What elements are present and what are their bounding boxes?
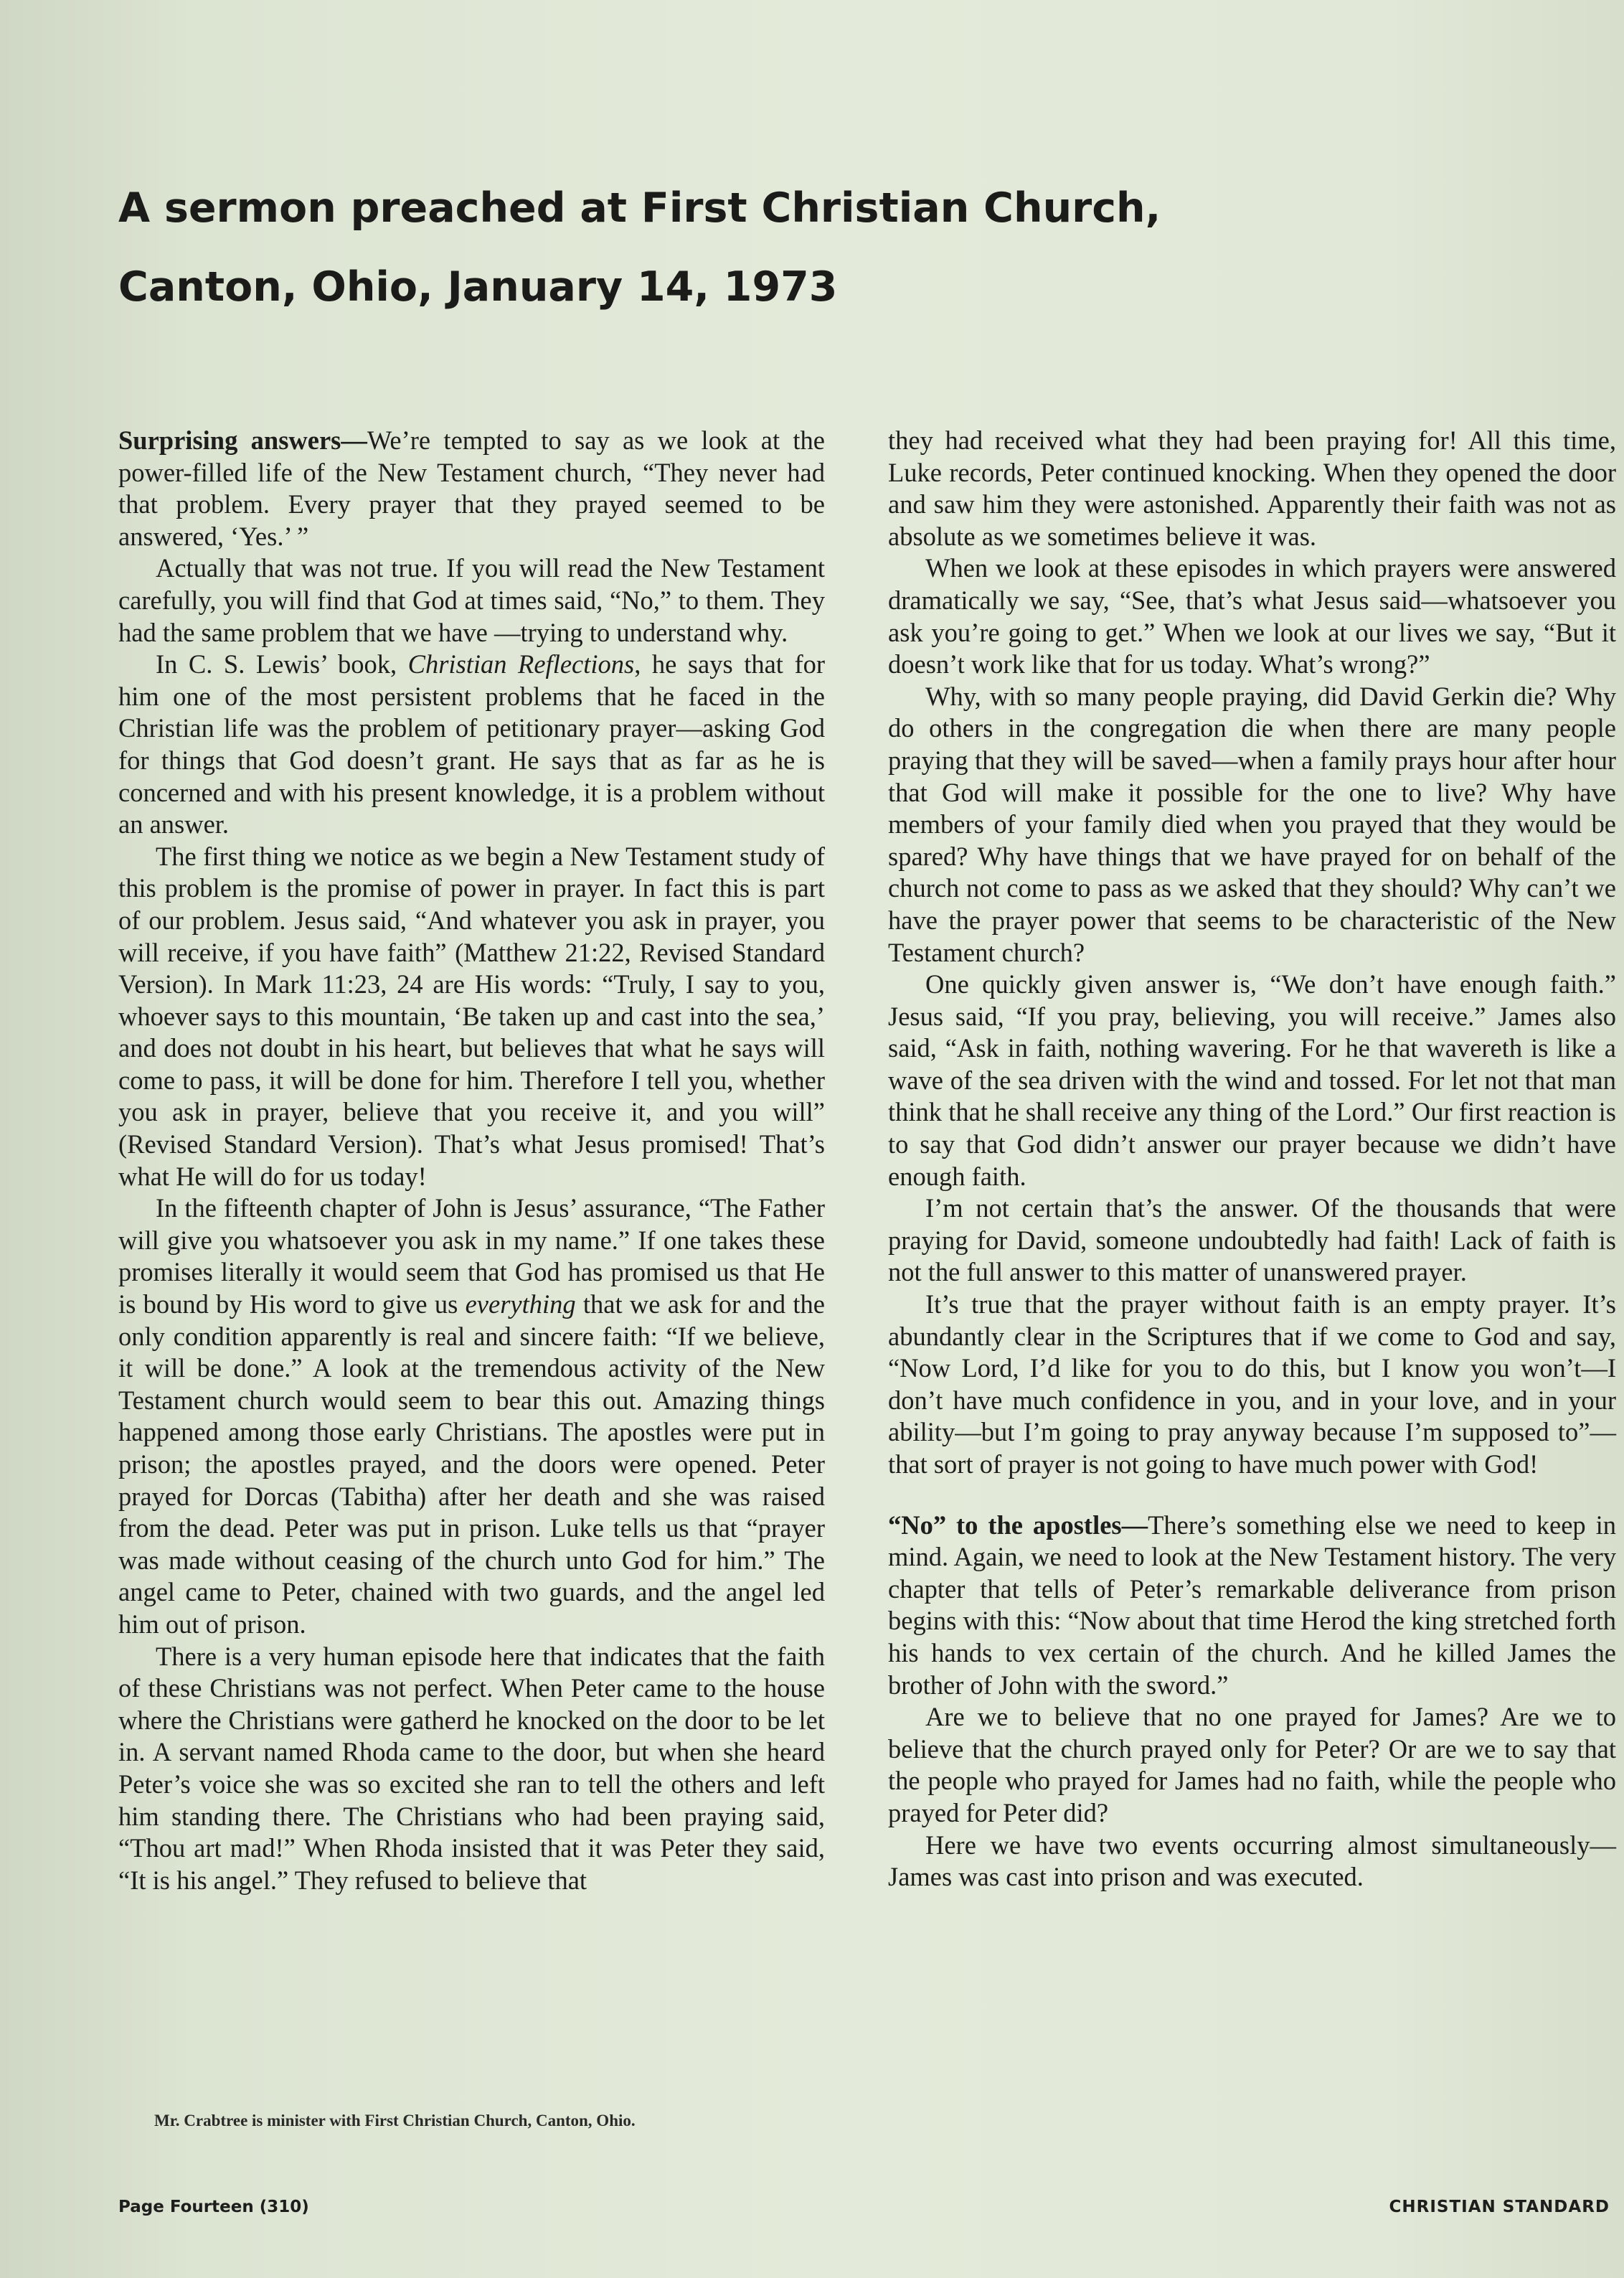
paragraph: There is a very human episode here that indicates that the faith of these Christians was not perfect. When Peter came to the house where the Christians were gatherd he knocked on the door to be let in. A servant named Rhoda came to the door, but when she heard Peter’s voice she was so excited she ran to tell the others and left him standing there. The Christians who had been praying said, “Thou art mad!” When Rhoda insisted that it was Peter they said, “It is his angel.” They refused to believe that — [118, 1641, 825, 1895]
paragraph-text: We’re tempted to say as we look at the power-filled life of the New Testament church, “They never had that problem. Every prayer that they prayed seemed to be answered, ‘Yes.’ ” — [118, 425, 825, 551]
title-line-2: Canton, Ohio, January 14, 1973 — [118, 263, 838, 311]
paragraph — [888, 1510, 1616, 1702]
paragraph: The first thing we notice as we begin a New Testament study of this problem is the promise of power in prayer. In fact this is part of our problem. Jesus said, “And whatever you ask in prayer, you will receive, if you have faith” (Matthew 21:22, Revised Standard Version). In Mark 11:23, 24 are His words: “Truly, I say to you, whoever says to this mountain, ‘Be taken up and cast into the sea,’ and does not doubt in his heart, but believes that what he says will come to pass, it will be done for him. Therefore I tell you, whether you ask in prayer, believe that you receive it, and you will” (Revised Standard Version). That’s what Jesus promised! That’s what He will do for us today! — [118, 841, 825, 1191]
paragraph: I’m not certain that’s the answer. Of the thousands that were praying for David, someone undoubtedly had faith! Lack of faith is not the full answer to this matter of unanswered prayer. — [888, 1193, 1616, 1287]
left-column — [118, 425, 825, 1896]
article-title — [118, 169, 1194, 326]
section-heading-no-to-the-apostles: “No” to the apostles— — [888, 1510, 1148, 1540]
paragraph: Here we have two events occurring almost simultaneously—James was cast into prison and was executed. — [888, 1830, 1616, 1892]
section-heading-surprising-answers: Surprising answers— — [118, 425, 367, 455]
paragraph: When we look at these episodes in which prayers were answered dramatically we say, “See, that’s what Jesus said—whatsoever you ask you’re going to get.” When we look at our lives we say, “But it doesn’t work like that for us today. What’s wrong?” — [888, 553, 1616, 679]
paragraph: One quickly given answer is, “We don’t have enough faith.” Jesus said, “If you pray, believing, you will receive.” James also said, “Ask in faith, nothing wavering. For he that wavereth is like a wave of the sea driven with the wind and tossed. For let not that man think that he shall receive any thing of the Lord.” Our first reaction is to say that God didn’t answer our prayer because we didn’t have enough faith. — [888, 969, 1616, 1191]
paragraph-text: that we ask for and the only condition apparently is real and sincere faith: “If we believe, it will be done.” A look at the tremendous activity of the New Testament church would seem to bear this out. Amazing things happened among those early Christians. The apostles were put in prison; the apostles prayed, and the doors were opened. Peter prayed for Dorcas (Tabitha) after her death and she was raised from the dead. Peter was put in prison. Luke tells us that “prayer was made without ceasing of the church unto God for him.” The angel came to Peter, chained with two guards, and the angel led him out of prison. — [118, 1289, 825, 1639]
paragraph-text: There’s something else we need to keep in mind. Again, we need to look at the New Testament history. The very chapter that tells of Peter’s remarkable deliverance from prison begins with this: “Now about that time Herod the king stretched forth his hands to vex certain of the church. And he killed James the brother of John with the sword.” — [888, 1510, 1616, 1700]
paragraph-text: In C. S. Lewis’ book, — [156, 649, 408, 679]
paragraph: they had received what they had been praying for! All this time, Luke records, Peter continued knocking. When they opened the door and saw him they were astonished. Apparently their faith was not as absolute as we sometimes believe it was. — [888, 425, 1616, 551]
paragraph: Why, with so many people praying, did David Gerkin die? Why do others in the congregation die when there are many people praying that they will be saved—when a family prays hour after hour that God will make it possible for the one to live? Why have members of your family died when you prayed that they would be spared? Why have things that we have prayed for on behalf of the church not come to pass as we asked that they should? Why can’t we have the prayer power that seems to be characteristic of the New Testament church? — [888, 681, 1616, 967]
paragraph — [118, 425, 825, 552]
page-number: Page Fourteen (310) — [118, 2198, 309, 2216]
paragraph — [118, 649, 825, 841]
book-title: Christian Reflections — [407, 649, 635, 679]
paragraph: Actually that was not true. If you will read the New Testament carefully, you will find that God at times said, “No,” to them. They had the same problem that we have —trying to understand why. — [118, 553, 825, 647]
paragraph: Are we to believe that no one prayed for James? Are we to believe that the church prayed only for Peter? Or are we to say that the people who prayed for James had no faith, while the people who prayed for Peter did? — [888, 1702, 1616, 1827]
paragraph-text: In the fifteenth chapter of John is Jesus’ assurance, “The Father will give you whatsoever you ask in my name.” If one takes these promises literally it would seem that God has promised us that He is bound by His word to give us — [118, 1193, 825, 1319]
publication-name: CHRISTIAN STANDARD — [1389, 2198, 1610, 2216]
right-column — [888, 425, 1616, 1893]
paragraph — [118, 1192, 825, 1640]
title-line-1: A sermon preached at First Christian Church, — [118, 184, 1161, 232]
emphasis: everything — [465, 1289, 576, 1319]
paragraph-text: , he says that for him one of the most persistent problems that he faced in the Christian life was the problem of petitionary prayer—asking God for things that God doesn’t grant. He says that as far as he is concerned and with his present knowledge, it is a problem without an answer. — [118, 649, 825, 839]
paragraph: It’s true that the prayer without faith is an empty prayer. It’s abundantly clear in the Scriptures that if we come to God and say, “Now Lord, I’d like for you to do this, but I know you won’t—I don’t have much confidence in you, and in your love, and in your ability—but I’m going to pray anyway because I’m supposed to”—that sort of prayer is not going to have much power with God! — [888, 1289, 1616, 1479]
author-footnote: Mr. Crabtree is minister with First Christian Church, Canton, Ohio. — [154, 2112, 636, 2129]
